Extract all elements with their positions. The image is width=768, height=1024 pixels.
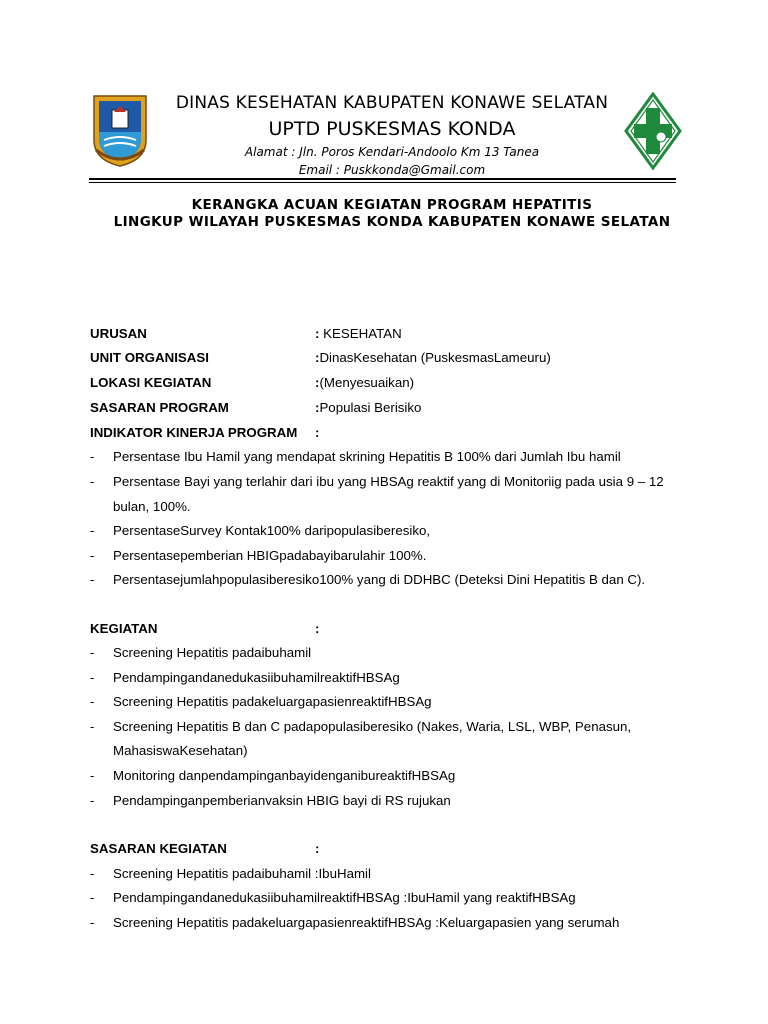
bullet-dash: - [90, 523, 95, 538]
list-item-text: Screening Hepatitis padaibuhamil :IbuHamil [113, 866, 371, 881]
section-label: KEGIATAN [90, 621, 158, 636]
list-item-text: Screening Hepatitis padaibuhamil [113, 645, 312, 660]
field-colon: : [315, 350, 320, 365]
field-colon: : [315, 375, 320, 390]
list-item-text: Persentase Ibu Hamil yang mendapat skrining Hepatitis B 100% dari Jumlah Ibu hamil [113, 449, 621, 464]
bullet-dash: - [90, 915, 95, 930]
field-label: LOKASI KEGIATAN [90, 375, 212, 390]
field-label: SASARAN PROGRAM [90, 400, 229, 415]
section-sasaran-kegiatan-heading [90, 841, 227, 856]
list-item-text: PendampingandanedukasiibuhamilreaktifHBSAg [113, 670, 400, 685]
field-unit-organisasi-value [315, 350, 551, 365]
list-item-text: Screening Hepatitis padakeluargapasienreaktifHBSAg [113, 694, 432, 709]
list-item-text: Monitoring danpendampinganbayidenganibureaktifHBSAg [113, 768, 456, 783]
header-divider-thin [89, 182, 676, 183]
list-item-text: PersentaseSurvey Kontak100% daripopulasiberesiko, [113, 523, 431, 538]
list-item-text: MahasiswaKesehatan) [113, 743, 248, 758]
section-colon: : [315, 621, 320, 636]
bullet-dash: - [90, 719, 95, 734]
bullet-dash: - [90, 449, 95, 464]
field-urusan-value [315, 326, 402, 341]
field-sasaran-program [90, 400, 229, 415]
bullet-dash: - [90, 572, 95, 587]
field-colon: : [315, 400, 320, 415]
list-item-text: Persentasejumlahpopulasiberesiko100% yang di DDHBC (Deteksi Dini Hepatitis B dan C). [113, 572, 646, 587]
field-lokasi-kegiatan-value [315, 375, 414, 390]
agency-name-heading: DINAS KESEHATAN KABUPATEN KONAWE SELATAN [175, 93, 609, 113]
list-item-text: Pendampinganpemberianvaksin HBIG bayi di RS rujukan [113, 793, 451, 808]
section-kegiatan-colon [315, 621, 319, 636]
field-unit-organisasi [90, 350, 209, 365]
email-text: Email : Puskkonda@Gmail.com [298, 163, 486, 177]
field-label: UNIT ORGANISASI [90, 350, 209, 365]
field-urusan [90, 326, 147, 341]
puskesmas-name-heading: UPTD PUSKESMAS KONDA [268, 118, 516, 140]
bullet-dash: - [90, 866, 95, 881]
document-title-line1: KERANGKA ACUAN KEGIATAN PROGRAM HEPATITIS [191, 197, 593, 213]
field-value: DinasKesehatan (PuskesmasLameuru) [319, 350, 551, 365]
field-indikator-kinerja [90, 425, 297, 440]
field-colon: : [315, 425, 320, 440]
list-item-text: Screening Hepatitis B dan C padapopulasiberesiko (Nakes, Waria, LSL, WBP, Penasun, [113, 719, 632, 734]
section-sasaran-kegiatan-colon [315, 841, 319, 856]
field-value: (Menyesuaikan) [319, 375, 415, 390]
field-label: URUSAN [90, 326, 147, 341]
header-divider-thick [89, 178, 676, 180]
field-indikator-colon [315, 425, 319, 440]
bullet-dash: - [90, 694, 95, 709]
address-text: Alamat : Jln. Poros Kendari-Andoolo Km 13 Tanea [244, 145, 540, 159]
field-colon: : [315, 326, 320, 341]
list-item-text: Screening Hepatitis padakeluargapasienreaktifHBSAg :Keluargapasien yang serumah [113, 915, 620, 930]
document-title-line2: LINGKUP WILAYAH PUSKESMAS KONDA KABUPATEN KONAWE SELATAN [113, 214, 671, 230]
section-label: SASARAN KEGIATAN [90, 841, 227, 856]
list-item-text: Persentasepemberian HBIGpadabayibarulahir 100%. [113, 548, 427, 563]
bullet-dash: - [90, 670, 95, 685]
bullet-dash: - [90, 793, 95, 808]
field-label: INDIKATOR KINERJA PROGRAM [90, 425, 298, 440]
field-sasaran-program-value [315, 400, 421, 415]
bullet-dash: - [90, 474, 95, 489]
bullet-dash: - [90, 890, 95, 905]
list-item-text: PendampingandanedukasiibuhamilreaktifHBSAg :IbuHamil yang reaktifHBSAg [113, 890, 576, 905]
field-lokasi-kegiatan [90, 375, 211, 390]
field-value: KESEHATAN [319, 326, 402, 341]
list-item-text: Persentase Bayi yang terlahir dari ibu yang HBSAg reaktif yang di Monitoriig pada usia 9 – 12 [113, 474, 664, 489]
section-kegiatan-heading [90, 621, 157, 636]
bullet-dash: - [90, 768, 95, 783]
bullet-dash: - [90, 548, 95, 563]
field-value: Populasi Berisiko [319, 400, 422, 415]
section-colon: : [315, 841, 320, 856]
list-item-text: bulan, 100%. [113, 499, 191, 514]
bullet-dash: - [90, 645, 95, 660]
